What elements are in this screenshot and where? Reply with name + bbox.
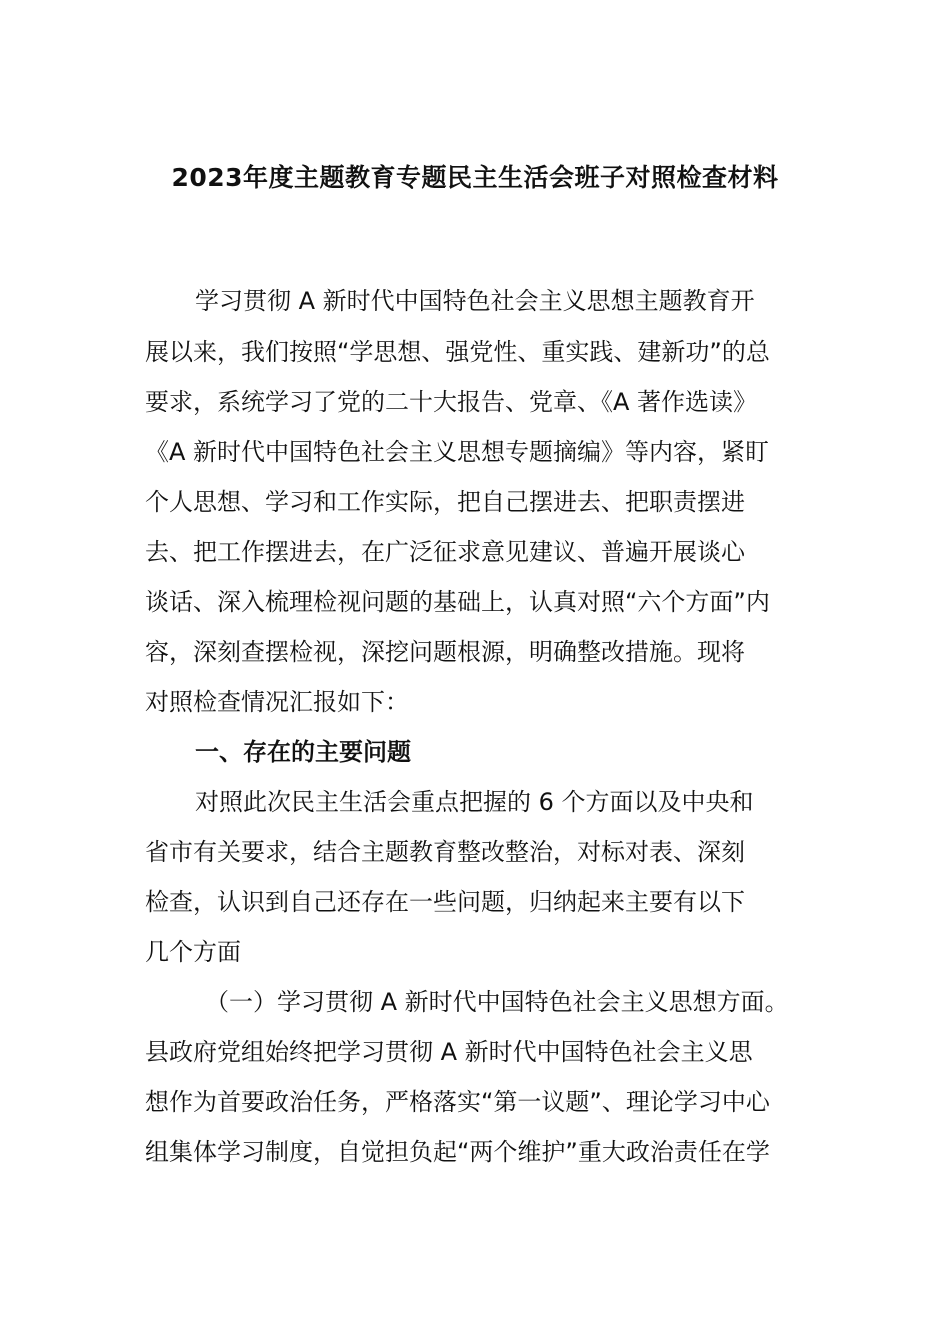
paragraph-line: 《A 新时代中国特色社会主义思想专题摘编》等内容，紧盯 bbox=[145, 438, 770, 466]
paragraph-line: 组集体学习制度，自觉担负起“两个维护”重大政治责任在学 bbox=[145, 1138, 770, 1166]
paragraph-line: 展以来，我们按照“学思想、强党性、重实践、建新功”的总 bbox=[145, 338, 770, 366]
subsection-line: （一）学习贯彻 A 新时代中国特色社会主义思想方面。 bbox=[205, 988, 789, 1016]
paragraph-line: 县政府党组始终把学习贯彻 A 新时代中国特色社会主义思 bbox=[145, 1038, 753, 1066]
paragraph-line: 对照检查情况汇报如下： bbox=[145, 688, 409, 716]
paragraph-line: 检查，认识到自己还存在一些问题，归纳起来主要有以下 bbox=[145, 888, 745, 916]
paragraph-line: 对照此次民主生活会重点把握的 6 个方面以及中央和 bbox=[195, 788, 754, 816]
paragraph-line: 几个方面 bbox=[145, 938, 241, 966]
paragraph-line: 个人思想、学习和工作实际，把自己摆进去、把职责摆进 bbox=[145, 488, 745, 516]
paragraph-line: 想作为首要政治任务，严格落实“第一议题”、理论学习中心 bbox=[145, 1088, 770, 1116]
paragraph-line: 要求，系统学习了党的二十大报告、党章、《A 著作选读》 bbox=[145, 388, 758, 416]
document-title: 2023年度主题教育专题民主生活会班子对照检查材料 bbox=[171, 163, 779, 192]
paragraph-line: 省市有关要求，结合主题教育整改整治，对标对表、深刻 bbox=[145, 838, 745, 866]
paragraph-line: 容，深刻查摆检视，深挖问题根源，明确整改措施。现将 bbox=[145, 638, 745, 666]
section-heading: 一、存在的主要问题 bbox=[195, 738, 411, 766]
paragraph-line: 谈话、深入梳理检视问题的基础上，认真对照“六个方面”内 bbox=[145, 588, 770, 616]
paragraph-line: 去、把工作摆进去，在广泛征求意见建议、普遍开展谈心 bbox=[145, 538, 745, 566]
paragraph-line: 学习贯彻 A 新时代中国特色社会主义思想主题教育开 bbox=[195, 287, 755, 315]
